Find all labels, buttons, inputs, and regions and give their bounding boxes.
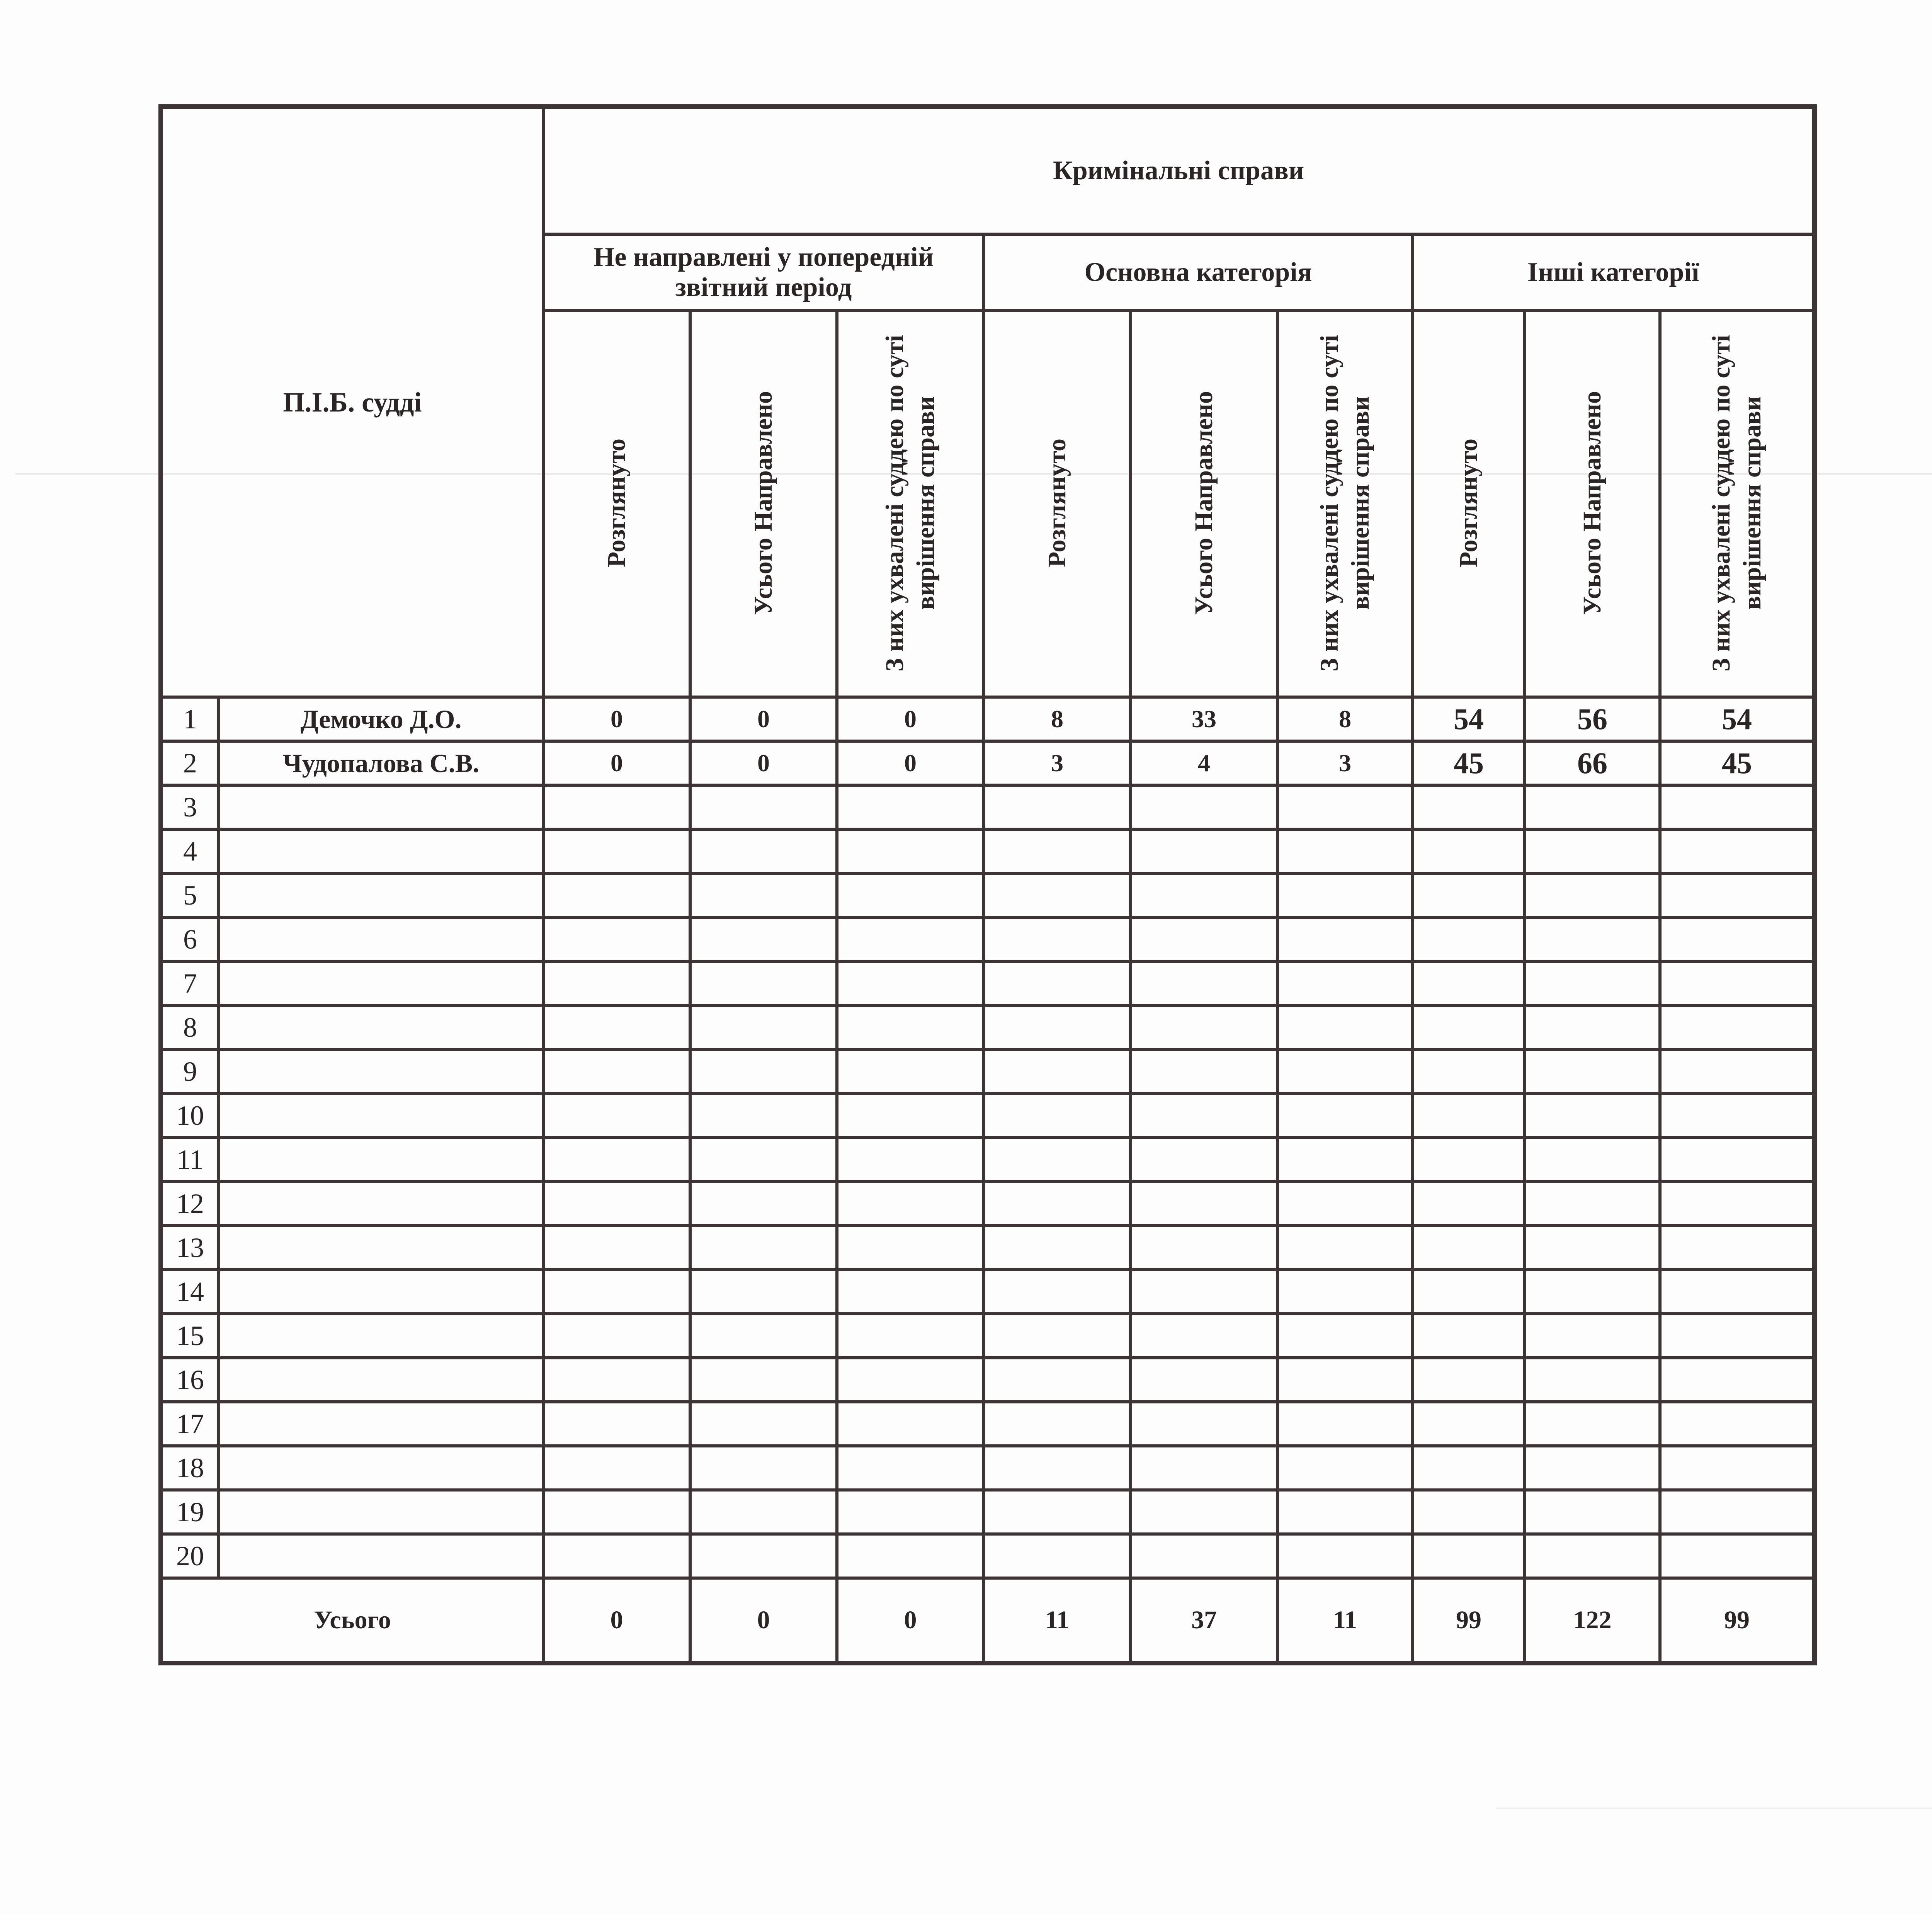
value-cell <box>543 1314 690 1358</box>
value-cell <box>837 961 984 1005</box>
table-row <box>161 697 1815 741</box>
value-cell <box>690 961 837 1005</box>
value-cell <box>1413 1182 1525 1226</box>
table-row <box>161 873 1815 917</box>
value-cell <box>1660 1314 1815 1358</box>
value-cell <box>1660 829 1815 873</box>
judge-name-cell <box>219 1490 543 1534</box>
value-cell <box>1277 1402 1413 1446</box>
value-cell <box>690 1094 837 1138</box>
value-cell <box>1660 785 1815 829</box>
column-header: Усього Направлено <box>1525 311 1660 697</box>
value-cell: 0 <box>543 741 690 785</box>
row-number: 2 <box>161 741 219 785</box>
value-cell <box>837 1446 984 1490</box>
value-cell <box>1525 917 1660 961</box>
group-header-main-category: Основна категорія <box>984 234 1413 311</box>
value-cell <box>837 1226 984 1270</box>
judge-name-cell <box>219 1270 543 1314</box>
value-cell <box>543 1490 690 1534</box>
value-cell: 33 <box>1131 697 1277 741</box>
table-row <box>161 961 1815 1005</box>
value-cell <box>984 1270 1131 1314</box>
value-cell: 0 <box>690 697 837 741</box>
value-cell <box>1660 1490 1815 1534</box>
criminal-cases-report-table <box>158 104 1817 1665</box>
value-cell <box>543 1138 690 1182</box>
value-cell <box>1413 917 1525 961</box>
table-row <box>161 1534 1815 1578</box>
value-cell <box>837 917 984 961</box>
value-cell <box>1660 1270 1815 1314</box>
value-cell <box>1131 1534 1277 1578</box>
value-cell <box>837 785 984 829</box>
table-title: Кримінальні справи <box>543 107 1815 234</box>
value-cell <box>690 1138 837 1182</box>
value-cell <box>984 829 1131 873</box>
judge-name-cell <box>219 1402 543 1446</box>
value-cell: 54 <box>1660 697 1815 741</box>
table-row <box>161 785 1815 829</box>
value-cell <box>1413 1270 1525 1314</box>
table-row <box>161 1446 1815 1490</box>
judge-name-cell <box>219 961 543 1005</box>
table-row <box>161 1490 1815 1534</box>
value-cell: 3 <box>984 741 1131 785</box>
value-cell: 3 <box>1277 741 1413 785</box>
value-cell <box>1525 785 1660 829</box>
value-cell <box>543 1226 690 1270</box>
row-number: 7 <box>161 961 219 1005</box>
column-header: Розглянуто <box>543 311 690 697</box>
value-cell <box>1131 1182 1277 1226</box>
value-cell <box>1131 1402 1277 1446</box>
row-number: 15 <box>161 1314 219 1358</box>
value-cell: 0 <box>543 697 690 741</box>
value-cell <box>837 1270 984 1314</box>
value-cell <box>690 1490 837 1534</box>
value-cell <box>1413 961 1525 1005</box>
value-cell <box>984 873 1131 917</box>
value-cell <box>837 873 984 917</box>
value-cell <box>1413 1490 1525 1534</box>
judge-name-cell: Демочко Д.О. <box>219 697 543 741</box>
value-cell <box>1277 1490 1413 1534</box>
value-cell <box>1525 1446 1660 1490</box>
group-header-previous-period: Не направлені у попередній звітний період <box>543 234 984 311</box>
value-cell <box>690 1182 837 1226</box>
value-cell <box>837 1534 984 1578</box>
value-cell <box>1525 1534 1660 1578</box>
value-cell <box>1131 1490 1277 1534</box>
scan-artifact-line <box>1495 1808 1932 1809</box>
value-cell <box>690 829 837 873</box>
row-number: 14 <box>161 1270 219 1314</box>
judge-name-cell: Чудопалова С.В. <box>219 741 543 785</box>
row-number: 1 <box>161 697 219 741</box>
value-cell <box>1660 1534 1815 1578</box>
judge-name-cell <box>219 917 543 961</box>
value-cell <box>690 785 837 829</box>
value-cell <box>1131 829 1277 873</box>
column-header: Усього Направлено <box>1131 311 1277 697</box>
value-cell <box>543 1182 690 1226</box>
value-cell <box>543 1534 690 1578</box>
value-cell <box>1660 1402 1815 1446</box>
value-cell <box>984 1049 1131 1094</box>
value-cell <box>837 1490 984 1534</box>
value-cell <box>1277 1226 1413 1270</box>
value-cell <box>1277 1534 1413 1578</box>
value-cell <box>1277 1446 1413 1490</box>
value-cell <box>1525 873 1660 917</box>
value-cell <box>1660 1182 1815 1226</box>
value-cell <box>1413 1402 1525 1446</box>
value-cell <box>837 1314 984 1358</box>
table-row <box>161 917 1815 961</box>
value-cell <box>1277 1094 1413 1138</box>
value-cell <box>837 1182 984 1226</box>
value-cell <box>690 1402 837 1446</box>
value-cell <box>543 917 690 961</box>
value-cell <box>1525 961 1660 1005</box>
table-row <box>161 1314 1815 1358</box>
judge-name-cell <box>219 829 543 873</box>
value-cell <box>1525 1182 1660 1226</box>
table-row <box>161 1049 1815 1094</box>
value-cell: 0 <box>690 741 837 785</box>
value-cell <box>1277 785 1413 829</box>
value-cell <box>984 1182 1131 1226</box>
value-cell <box>1131 1049 1277 1094</box>
table-row <box>161 1005 1815 1049</box>
value-cell <box>1277 1358 1413 1402</box>
value-cell <box>837 1402 984 1446</box>
value-cell <box>984 1094 1131 1138</box>
row-number: 13 <box>161 1226 219 1270</box>
value-cell <box>690 917 837 961</box>
row-number: 3 <box>161 785 219 829</box>
judge-name-cell <box>219 1138 543 1182</box>
value-cell <box>543 785 690 829</box>
value-cell <box>1660 873 1815 917</box>
value-cell <box>1413 1358 1525 1402</box>
judge-name-cell <box>219 1005 543 1049</box>
value-cell <box>1525 1314 1660 1358</box>
value-cell: 8 <box>1277 697 1413 741</box>
value-cell <box>1277 1182 1413 1226</box>
value-cell <box>1131 873 1277 917</box>
value-cell <box>690 1226 837 1270</box>
value-cell <box>1277 1049 1413 1094</box>
value-cell <box>1413 1049 1525 1094</box>
judge-name-cell <box>219 1314 543 1358</box>
value-cell <box>690 1005 837 1049</box>
value-cell <box>984 1226 1131 1270</box>
column-header: Розглянуто <box>984 311 1131 697</box>
value-cell <box>1660 1049 1815 1094</box>
value-cell <box>690 1446 837 1490</box>
judge-name-cell <box>219 1049 543 1094</box>
value-cell: 8 <box>984 697 1131 741</box>
value-cell: 45 <box>1413 741 1525 785</box>
table-row <box>161 1402 1815 1446</box>
value-cell <box>984 1402 1131 1446</box>
table-body <box>161 697 1815 1578</box>
value-cell: 4 <box>1131 741 1277 785</box>
table-row <box>161 1094 1815 1138</box>
judge-name-cell <box>219 1534 543 1578</box>
row-number: 20 <box>161 1534 219 1578</box>
total-label: Усього <box>161 1578 543 1663</box>
row-number: 4 <box>161 829 219 873</box>
value-cell <box>837 1358 984 1402</box>
value-cell <box>543 829 690 873</box>
row-number: 18 <box>161 1446 219 1490</box>
table-row <box>161 1270 1815 1314</box>
row-number: 17 <box>161 1402 219 1446</box>
total-cell: 99 <box>1413 1578 1525 1663</box>
total-cell: 11 <box>1277 1578 1413 1663</box>
value-cell <box>1525 1049 1660 1094</box>
value-cell <box>1131 1314 1277 1358</box>
value-cell: 54 <box>1413 697 1525 741</box>
value-cell <box>837 1094 984 1138</box>
row-number: 10 <box>161 1094 219 1138</box>
value-cell <box>984 785 1131 829</box>
total-row <box>161 1578 1815 1663</box>
value-cell <box>1277 1314 1413 1358</box>
value-cell <box>984 1314 1131 1358</box>
value-cell <box>1131 1094 1277 1138</box>
value-cell <box>1660 961 1815 1005</box>
value-cell <box>1660 917 1815 961</box>
total-cell: 0 <box>690 1578 837 1663</box>
value-cell <box>543 961 690 1005</box>
value-cell <box>984 1446 1131 1490</box>
value-cell <box>1277 917 1413 961</box>
value-cell <box>1525 1402 1660 1446</box>
table-row <box>161 829 1815 873</box>
judge-name-cell <box>219 1182 543 1226</box>
value-cell <box>1413 1094 1525 1138</box>
judge-name-cell <box>219 785 543 829</box>
column-header: Усього Направлено <box>690 311 837 697</box>
row-number: 8 <box>161 1005 219 1049</box>
value-cell <box>690 1314 837 1358</box>
value-cell <box>1525 1490 1660 1534</box>
table-row <box>161 1226 1815 1270</box>
column-header: З них ухвалені суддею по суті вирішення справи <box>1660 311 1815 697</box>
row-number: 9 <box>161 1049 219 1094</box>
value-cell <box>1660 1138 1815 1182</box>
value-cell <box>1660 1005 1815 1049</box>
value-cell <box>1131 785 1277 829</box>
value-cell <box>690 1534 837 1578</box>
total-cell: 11 <box>984 1578 1131 1663</box>
value-cell <box>543 1270 690 1314</box>
value-cell <box>1131 1226 1277 1270</box>
total-cell: 122 <box>1525 1578 1660 1663</box>
value-cell <box>984 1138 1131 1182</box>
value-cell <box>1660 1446 1815 1490</box>
value-cell: 66 <box>1525 741 1660 785</box>
value-cell <box>1413 1446 1525 1490</box>
column-header: З них ухвалені суддею по суті вирішення справи <box>1277 311 1413 697</box>
judge-name-cell <box>219 873 543 917</box>
value-cell <box>837 829 984 873</box>
column-header: Розглянуто <box>1413 311 1525 697</box>
value-cell <box>690 1270 837 1314</box>
value-cell <box>1525 1226 1660 1270</box>
row-number: 6 <box>161 917 219 961</box>
value-cell <box>1413 785 1525 829</box>
value-cell <box>837 1049 984 1094</box>
value-cell: 0 <box>837 741 984 785</box>
value-cell <box>1131 1446 1277 1490</box>
row-number: 5 <box>161 873 219 917</box>
row-number: 19 <box>161 1490 219 1534</box>
table-row <box>161 1358 1815 1402</box>
value-cell <box>1277 961 1413 1005</box>
total-cell: 0 <box>837 1578 984 1663</box>
value-cell <box>1131 1358 1277 1402</box>
value-cell <box>690 1049 837 1094</box>
value-cell <box>543 1005 690 1049</box>
row-number: 16 <box>161 1358 219 1402</box>
value-cell <box>1413 829 1525 873</box>
table-row <box>161 741 1815 785</box>
total-cell: 99 <box>1660 1578 1815 1663</box>
value-cell <box>1413 1226 1525 1270</box>
total-cell: 0 <box>543 1578 690 1663</box>
row-number: 12 <box>161 1182 219 1226</box>
column-header: З них ухвалені суддею по суті вирішення справи <box>837 311 984 697</box>
value-cell <box>984 1005 1131 1049</box>
value-cell <box>1277 1005 1413 1049</box>
judge-name-header: П.І.Б. судді <box>161 107 543 697</box>
value-cell <box>1525 1358 1660 1402</box>
value-cell <box>984 1534 1131 1578</box>
value-cell <box>1277 1270 1413 1314</box>
value-cell <box>1131 917 1277 961</box>
value-cell <box>1525 1094 1660 1138</box>
value-cell <box>837 1138 984 1182</box>
value-cell <box>690 873 837 917</box>
value-cell <box>1131 1005 1277 1049</box>
value-cell <box>1413 1138 1525 1182</box>
value-cell: 56 <box>1525 697 1660 741</box>
value-cell <box>543 1094 690 1138</box>
value-cell <box>984 917 1131 961</box>
value-cell <box>543 1049 690 1094</box>
judge-name-cell <box>219 1094 543 1138</box>
value-cell <box>1277 829 1413 873</box>
value-cell <box>984 961 1131 1005</box>
total-cell: 37 <box>1131 1578 1277 1663</box>
judge-name-cell <box>219 1226 543 1270</box>
value-cell <box>543 1402 690 1446</box>
value-cell <box>1131 1138 1277 1182</box>
value-cell <box>984 1490 1131 1534</box>
value-cell <box>1660 1358 1815 1402</box>
value-cell: 0 <box>837 697 984 741</box>
value-cell: 45 <box>1660 741 1815 785</box>
table-row <box>161 1182 1815 1226</box>
value-cell <box>1413 1005 1525 1049</box>
value-cell <box>837 1005 984 1049</box>
value-cell <box>1131 1270 1277 1314</box>
value-cell <box>1660 1226 1815 1270</box>
judge-name-cell <box>219 1446 543 1490</box>
value-cell <box>1525 829 1660 873</box>
group-header-other-categories: Інші категорії <box>1413 234 1815 311</box>
value-cell <box>1660 1094 1815 1138</box>
value-cell <box>1525 1005 1660 1049</box>
value-cell <box>984 1358 1131 1402</box>
value-cell <box>543 1358 690 1402</box>
value-cell <box>1131 961 1277 1005</box>
value-cell <box>1525 1138 1660 1182</box>
value-cell <box>1277 873 1413 917</box>
value-cell <box>1277 1138 1413 1182</box>
row-number: 11 <box>161 1138 219 1182</box>
value-cell <box>1525 1270 1660 1314</box>
judge-name-cell <box>219 1358 543 1402</box>
value-cell <box>543 1446 690 1490</box>
value-cell <box>1413 1314 1525 1358</box>
value-cell <box>690 1358 837 1402</box>
value-cell <box>543 873 690 917</box>
value-cell <box>1413 873 1525 917</box>
table-row <box>161 1138 1815 1182</box>
value-cell <box>1413 1534 1525 1578</box>
